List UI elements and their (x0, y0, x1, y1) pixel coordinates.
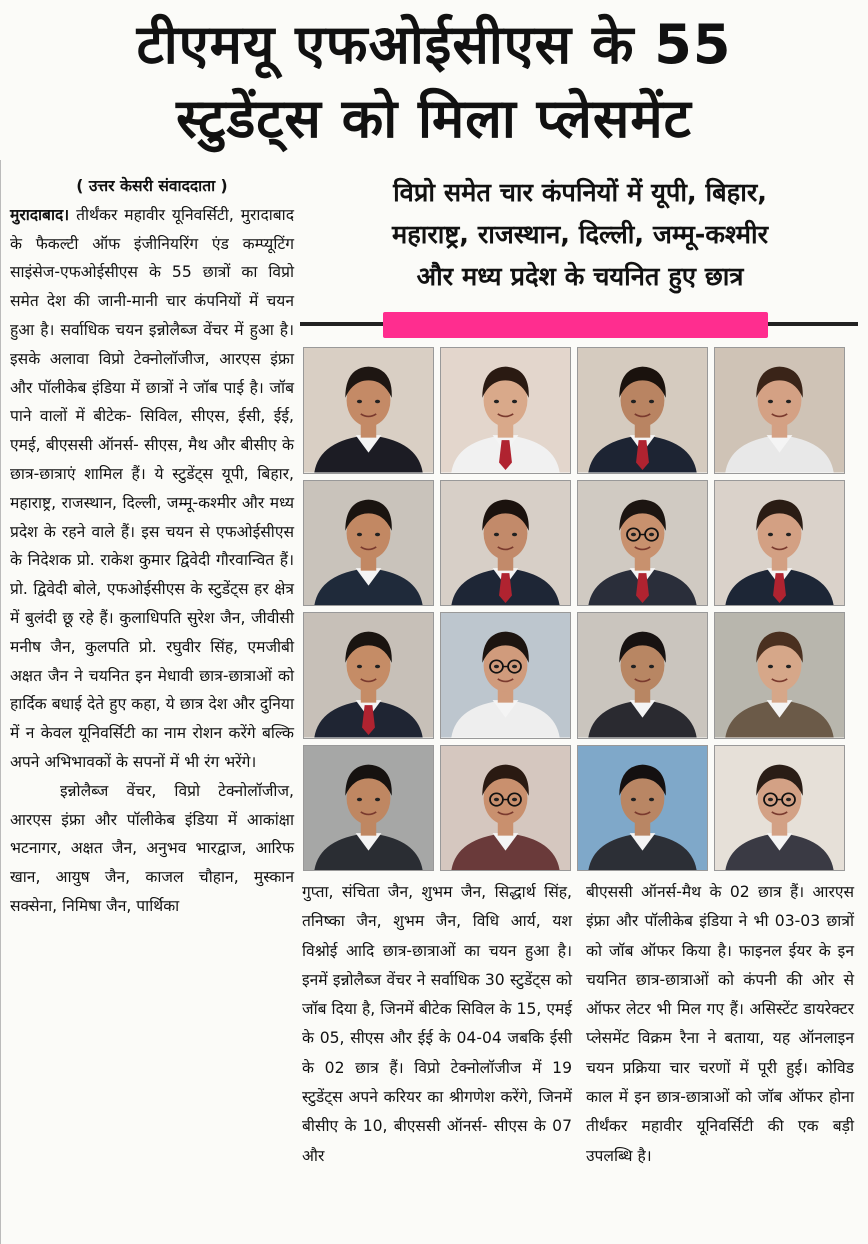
portrait-icon (715, 348, 844, 473)
student-photo (577, 347, 708, 474)
student-photo (303, 745, 434, 872)
article-column-3: बीएससी ऑनर्स-मैथ के 02 छात्र हैं। आरएस इंफ्रा और पॉलीकेब इंडिया ने भी 03-03 छात्रों को जॉब ऑफर किया है। फाइनल ईयर के इन चयनित छात्र-छात्राओं को कंपनी की ओर से ऑफर लेटर भी मिल गए हैं। असिस्टेंट डायरेक्टर प्लेसमेंट विक्रम रैना ने बताया, यह ऑनलाइन चयन प्रक्रिया चार चरणों में पूरी हुई। कोविड काल में इन छात्र-छात्राओं को जॉब ऑफर होना तीर्थंकर महावीर यूनिवर्सिटी की एक बड़ी उपलब्धि है। (586, 883, 854, 1165)
student-photo (303, 347, 434, 474)
portrait-icon (441, 481, 570, 606)
student-photo (440, 612, 571, 739)
subheadline-line-1: विप्रो समेत चार कंपनियों में यूपी, बिहार, (393, 178, 767, 208)
pink-accent-bar (383, 312, 768, 338)
left-paragraph-2: इन्नोलैब्ज वेंचर, विप्रो टेक्नोलॉजीज, आरएस इंफ्रा और पॉलीकेब इंडिया में आकांक्षा भटनागर, अक्षत जैन, अनुभव भारद्वाज, आरिफ खान, आयुष जैन, काजल चौहान, मुस्कान सक्सेना, निमिषा जैन, पार्थिका (10, 781, 294, 915)
portrait-icon (441, 613, 570, 738)
portrait-icon (304, 613, 433, 738)
portrait-icon (715, 613, 844, 738)
column-rule-left (0, 160, 1, 1244)
portrait-icon (578, 613, 707, 738)
portrait-icon (441, 348, 570, 473)
portrait-icon (304, 746, 433, 871)
portrait-icon (715, 481, 844, 606)
student-photo (577, 612, 708, 739)
portrait-icon (304, 481, 433, 606)
portrait-icon (304, 348, 433, 473)
student-photo (577, 745, 708, 872)
portrait-icon (441, 746, 570, 871)
article-column-2: गुप्ता, संचिता जैन, शुभम जैन, सिद्धार्थ सिंह, तनिष्का जैन, शुभम जैन, विधि आर्य, यश विश्नोई आदि छात्र-छात्राओं का चयन हुआ है। इनमें इन्नोलैब्ज वेंचर ने सर्वाधिक 30 स्टुडेंट्स को जॉब दिया है, जिनमें बीटेक सिविल के 15, एमई के 05, सीएस और ईई के 04-04 जबकि ईसी के 02 छात्र हैं। विप्रो टेक्नोलॉजीज में 19 स्टुडेंट्स अपने करियर का श्रीगणेश करेंगे, जिनमें बीसीए के 10, बीएससी ऑनर्स- सीएस के 07 और (302, 883, 572, 1165)
student-photo (714, 612, 845, 739)
student-photo (440, 480, 571, 607)
student-photo (440, 347, 571, 474)
subheadline-line-2: महाराष्ट्र, राजस्थान, दिल्ली, जम्मू-कश्मीर (391, 220, 769, 250)
portrait-icon (715, 746, 844, 871)
portrait-icon (578, 348, 707, 473)
subheadline-line-3: और मध्य प्रदेश के चयनित हुए छात्र (416, 262, 744, 292)
student-photo (303, 480, 434, 607)
student-photo-grid (303, 347, 845, 871)
student-photo (714, 480, 845, 607)
student-photo (714, 745, 845, 872)
headline-line-1: टीएमयू एफओईसीएस के 55 (136, 13, 732, 76)
portrait-icon (578, 746, 707, 871)
headline-line-2: स्टुडेंट्स को मिला प्लेसमेंट (176, 87, 692, 150)
byline: ( उत्तर केसरी संवाददाता ) (76, 177, 228, 195)
portrait-icon (578, 481, 707, 606)
subheadline (302, 172, 858, 298)
student-photo (440, 745, 571, 872)
dateline-city: मुरादाबाद। (10, 205, 70, 224)
student-photo (303, 612, 434, 739)
student-photo (714, 347, 845, 474)
left-paragraph-1 (10, 201, 294, 777)
headline (0, 8, 868, 156)
left-paragraph-1-text: तीर्थंकर महावीर यूनिवर्सिटी, मुरादाबाद के फैकल्टी ऑफ इंजीनियरिंग एंड कम्प्यूटिंग साइंसेज-एफओईसीएस के 55 छात्रों का विप्रो समेत देश की जानी-मानी चार कंपनियों में चयन हुआ है। सर्वाधिक चयन इन्नोलैब्ज वेंचर में हुआ है। इसके अलावा विप्रो टेक्नोलॉजीज, आरएस इंफ्रा और पॉलीकेब इंडिया में छात्रों ने जॉब पाई है। जॉब पाने वालों में बीटेक- सिविल, सीएस, ईसी, ईई, एमई, बीएससी ऑनर्स- सीएस, मैथ और बीसीए के छात्र-छात्राएं शामिल हैं। ये स्टुडेंट्स यूपी, बिहार, महाराष्ट्र, राजस्थान, दिल्ली, जम्मू-कश्मीर और मध्य प्रदेश के रहने वाले हैं। इस चयन से एफओईसीएस के निदेशक प्रो. राकेश कुमार द्विवेदी गौरवान्वित हैं। प्रो. द्विवेदी बोले, एफओईसीएस के स्टुडेंट्स हर क्षेत्र में बुलंदी छू रहे हैं। कुलाधिपति सुरेश जैन, जीवीसी मनीष जैन, कुलपति प्रो. रघुवीर सिंह, एमजीबी अक्षत जैन ने चयनित इन मेधावी छात्र-छात्राओं को हार्दिक बधाई देते हुए कहा, ये छात्र देश और दुनिया में न केवल यूनिवर्सिटी का नाम रोशन करेंगे बल्कि अपने अभिभावकों के सपनों में भी रंग भरेंगे। (10, 205, 294, 771)
left-column (10, 172, 294, 921)
student-photo (577, 480, 708, 607)
